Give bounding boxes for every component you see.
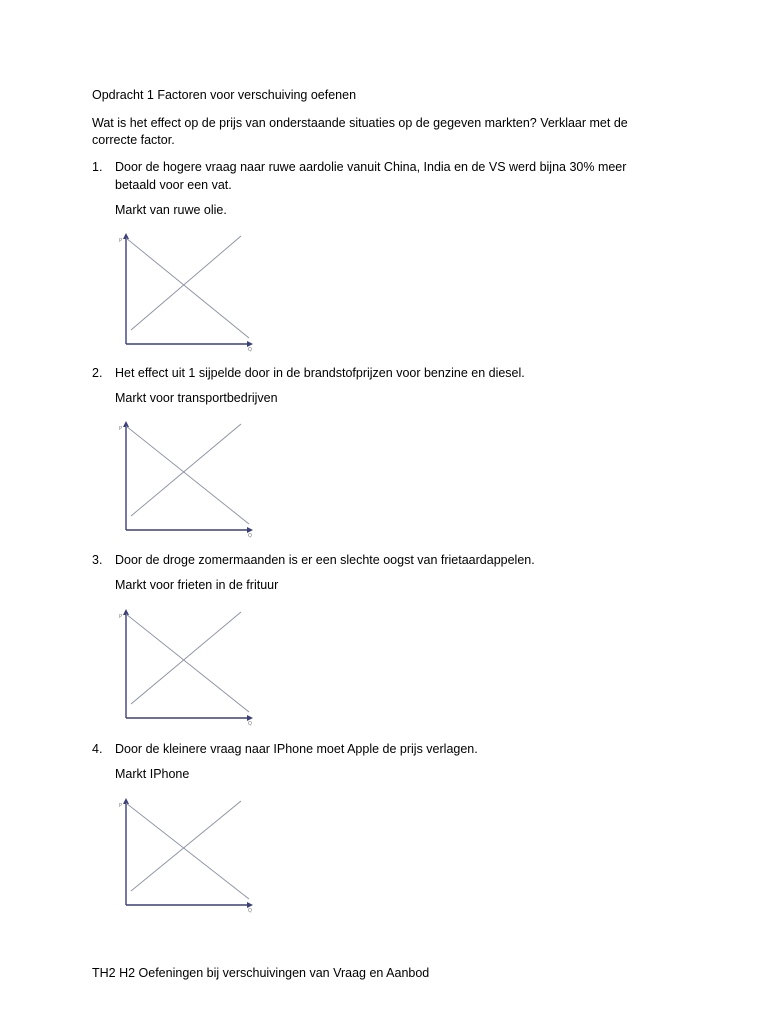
supply-demand-graph-1 [115,230,255,355]
page-title: Opdracht 1 Factoren voor verschuiving oefenen [92,88,357,102]
demand-curve [126,238,249,338]
item-2-market: Markt voor transportbedrijven [115,391,278,405]
item-1-text-line-1: Door de hogere vraag naar ruwe aardolie vanuit China, India en de VS werd bijna 30% meer [115,160,627,174]
item-4-market: Markt IPhone [115,767,190,781]
intro-line-1: Wat is het effect op de prijs van onderstaande situaties op de gegeven markten? Verklaar met de [92,116,628,130]
supply-curve [131,612,241,704]
supply-demand-graph-4 [115,795,255,920]
page-footer: TH2 H2 Oefeningen bij verschuivingen van Vraag en Aanbod [92,966,430,980]
x-axis-label: Q [248,721,252,727]
item-2-text-line-1: Het effect uit 1 sijpelde door in de brandstofprijzen voor benzine en diesel. [115,366,525,380]
x-axis-label: Q [248,533,252,539]
item-3-number: 3. [92,553,103,567]
supply-demand-graph-3 [115,606,255,731]
y-axis-label: P [119,426,123,432]
item-2-number: 2. [92,366,103,380]
supply-curve [131,236,241,330]
supply-curve [131,801,241,891]
demand-curve [126,614,249,712]
item-1-market: Markt van ruwe olie. [115,203,227,217]
demand-curve [126,426,249,524]
item-4-number: 4. [92,742,103,756]
item-3-text-line-1: Door de droge zomermaanden is er een slechte oogst van frietaardappelen. [115,553,535,567]
y-axis-label: P [119,614,123,620]
y-axis-label: P [119,238,123,244]
item-1-number: 1. [92,160,103,174]
intro-line-2: correcte factor. [92,133,175,147]
item-4-text-line-1: Door de kleinere vraag naar IPhone moet Apple de prijs verlagen. [115,742,478,756]
y-axis-label: P [119,803,123,809]
supply-curve [131,424,241,516]
item-3-market: Markt voor frieten in de frituur [115,578,279,592]
x-axis-label: Q [248,347,252,353]
demand-curve [126,803,249,899]
supply-demand-graph-2 [115,418,255,543]
item-1-text-line-2: betaald voor een vat. [115,178,232,192]
x-axis-label: Q [248,908,252,914]
